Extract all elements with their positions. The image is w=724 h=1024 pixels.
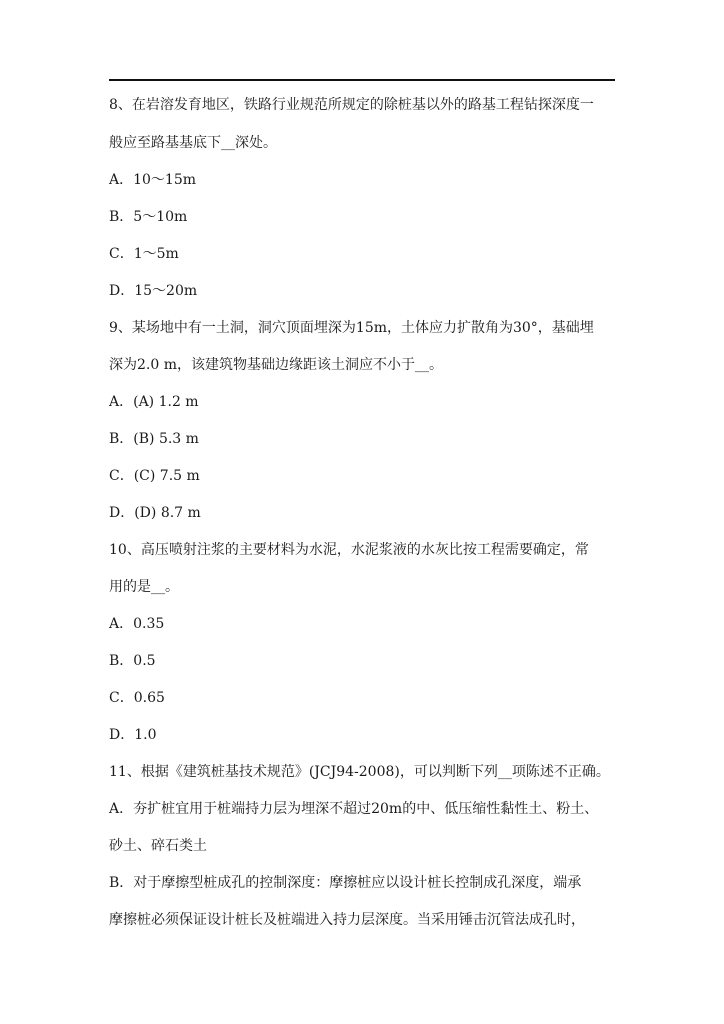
question-11-option-b-line-1: B．对于摩擦型桩成孔的控制深度：摩擦桩应以设计桩长控制成孔深度，端承 — [109, 875, 582, 891]
question-9-option-c: C．(C) 7.5 m — [109, 468, 200, 484]
question-11-option-a-line-1: A．夯扩桩宜用于桩端持力层为埋深不超过20m的中、低压缩性黏性土、粉土、 — [109, 801, 599, 817]
question-9-stem-line-2: 深为2.0 m，该建筑物基础边缘距该土洞应不小于__。 — [109, 357, 443, 373]
question-11-option-b-line-2: 摩擦桩必须保证设计桩长及桩端进入持力层深度。当采用锤击沉管法成孔时， — [109, 912, 585, 928]
question-9-option-d: D．(D) 8.7 m — [109, 505, 201, 521]
question-11-option-a-line-2: 砂土、碎石类土 — [109, 838, 207, 854]
question-8-option-d: D．15～20m — [109, 283, 198, 299]
question-9-option-a: A．(A) 1.2 m — [109, 394, 199, 410]
question-10-option-a: A．0.35 — [109, 616, 165, 632]
question-10-stem-line-2: 用的是__。 — [109, 579, 179, 595]
question-10-option-c: C．0.65 — [109, 690, 165, 706]
question-8-stem-line-1: 8、在岩溶发育地区，铁路行业规范所规定的除桩基以外的路基工程钻探深度一 — [109, 97, 594, 113]
question-9-option-b: B．(B) 5.3 m — [109, 431, 199, 447]
question-8-option-a: A．10～15m — [109, 172, 197, 188]
question-10-stem-line-1: 10、高压喷射注浆的主要材料为水泥，水泥浆液的水灰比按工程需要确定，常 — [109, 542, 589, 558]
header-rule — [109, 79, 615, 81]
question-10-option-d: D．1.0 — [109, 727, 157, 743]
question-8-option-c: C．1～5m — [109, 246, 179, 262]
question-10-option-b: B．0.5 — [109, 653, 156, 669]
question-9-stem-line-1: 9、某场地中有一土洞，洞穴顶面埋深为15m，土体应力扩散角为30°，基础埋 — [109, 320, 594, 336]
question-11-stem-line-1: 11、根据《建筑桩基技术规范》(JCJ94-2008)，可以判断下列__项陈述不正确。 — [109, 764, 610, 780]
question-8-stem-line-2: 般应至路基基底下__深处。 — [109, 135, 277, 151]
question-8-option-b: B．5～10m — [109, 209, 188, 225]
